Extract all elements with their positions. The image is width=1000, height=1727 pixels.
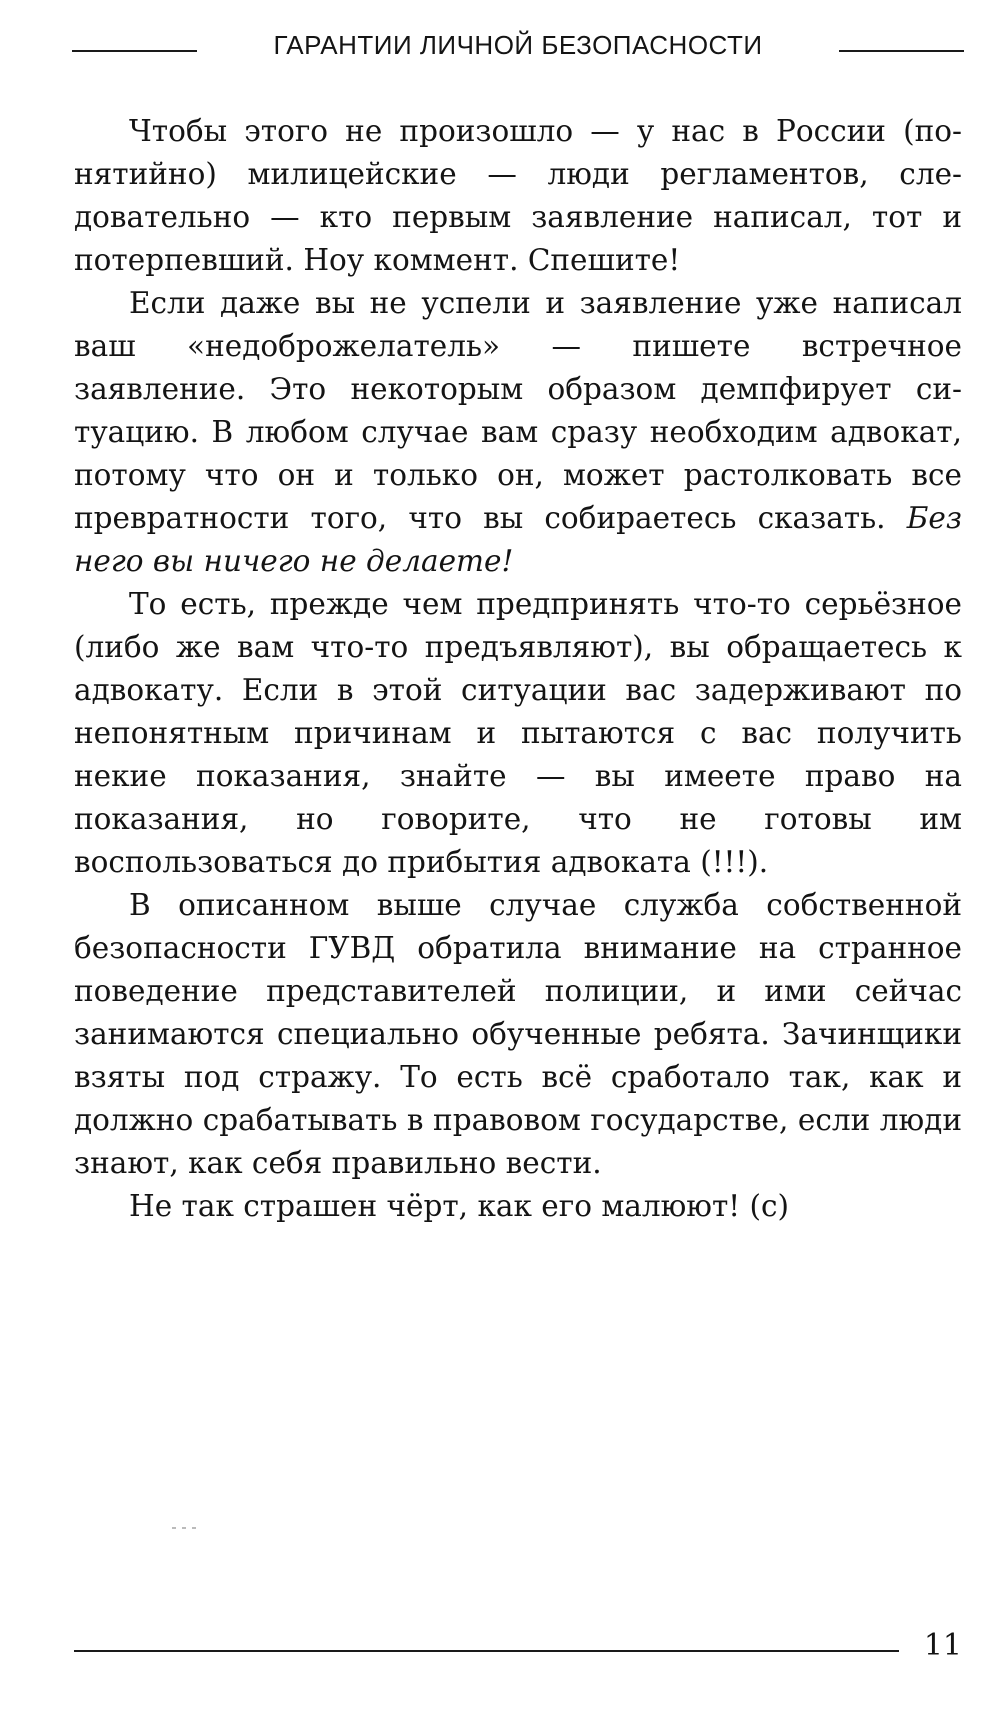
paragraph-3: То есть, прежде чем предпринять что-то серьёзное (либо же вам что-то предъявляют), вы обращаетесь к адвокату. Если в этой ситуации вас задерживают по непонятным причинам и пытаются с вас получить некие показания, знайте — вы имеете право на показания, но говорите, что не готовы им воспользоваться до прибытия адвоката (!!!). xyxy=(74,587,962,879)
header-rule-left xyxy=(72,50,197,52)
paragraph-1: Чтобы этого не произошло — у нас в России (понятийно) милицейские — люди регламентов, следовательно — кто первым заявление написал, тот и потерпевший. Ноу коммент. Спешите! xyxy=(74,114,962,277)
print-speck xyxy=(172,1527,200,1529)
footer-rule xyxy=(74,1650,899,1652)
header-rule-right xyxy=(839,50,964,52)
paragraph-4: В описанном выше случае служба собственной безопасности ГУВД обратила внимание на странное поведение представителей полиции, и ими сейчас занимаются специально обученные ребята. Зачинщики взяты под стражу. То есть всё сработало так, как и должно срабатывать в правовом государстве, если люди знают, как себя правильно вести. xyxy=(74,888,962,1180)
page-number: 11 xyxy=(923,1628,962,1663)
running-header xyxy=(72,30,964,70)
body-text xyxy=(74,110,962,1228)
running-title: ГАРАНТИИ ЛИЧНОЙ БЕЗОПАСНОСТИ xyxy=(273,30,763,60)
emphasis-text: Без него вы ничего не делаете! xyxy=(74,501,962,578)
paragraph-5: Не так страшен чёрт, как его малюют! (с) xyxy=(129,1189,790,1223)
paragraph-2 xyxy=(74,282,962,583)
paragraph-2-text: Если даже вы не успели и заявление уже написал ваш «недоброжелатель» — пишете встречное заявление. Это некоторым образом демпфирует ситуацию. В любом случае вам сразу необходим адвокат, потому что он и только он, может растолковать все превратности того, что вы собираетесь сказать. xyxy=(74,286,962,535)
